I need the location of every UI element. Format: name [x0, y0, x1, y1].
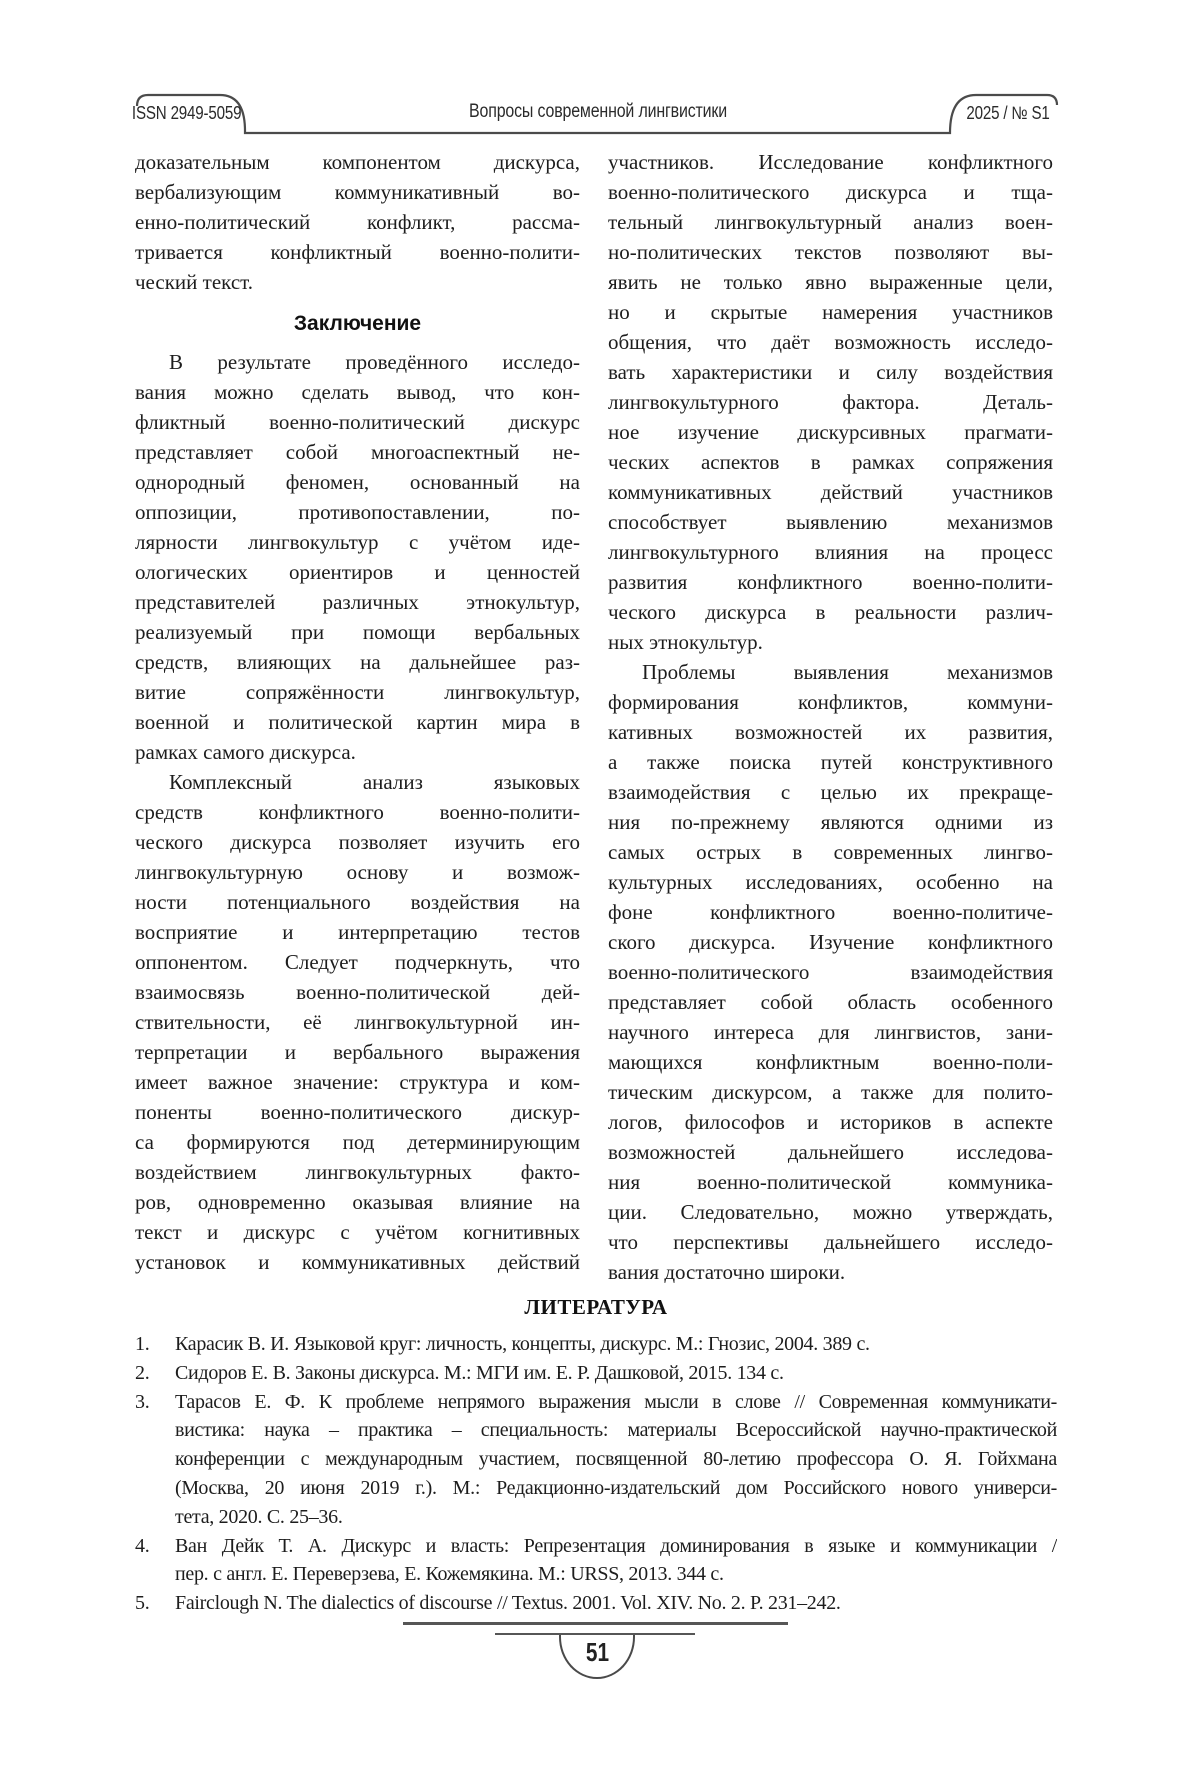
text-line: восприятие и интерпретацию тестов	[135, 920, 580, 944]
reference-line: Тарасов Е. Ф. К проблеме непрямого выражения мысли в слове // Современная коммуникати-	[175, 1390, 1057, 1413]
text-line: Комплексный анализ языковых	[169, 770, 580, 794]
text-line: ния по-прежнему являются одними из	[608, 810, 1053, 834]
reference-number: 1.	[135, 1333, 150, 1355]
text-line: военно-политического взаимодействия	[608, 960, 1053, 984]
reference-line: Fairclough N. The dialectics of discourse // Textus. 2001. Vol. XIV. No. 2. P. 231–242.	[175, 1592, 841, 1615]
text-line: средств конфликтного военно-полити-	[135, 800, 580, 824]
reference-item	[135, 1330, 1057, 1359]
text-line: поненты военно-политического дискур-	[135, 1100, 580, 1124]
text-line: ния военно-политической коммуника-	[608, 1170, 1053, 1194]
footer-rule-long	[403, 1622, 788, 1625]
text-line: тельный лингвокультурный анализ воен-	[608, 210, 1053, 234]
header-rule	[0, 0, 1200, 150]
page-number-badge	[559, 1635, 635, 1679]
text-line: реализуемый при помощи вербальных	[135, 620, 580, 644]
reference-line: пер. с англ. Е. Переверзева, Е. Кожемякина. М.: URSS, 2013. 344 с.	[175, 1563, 724, 1586]
text-line: ческого дискурса в реальности различ-	[608, 600, 1053, 624]
text-line: терпретации и вербального выражения	[135, 1040, 580, 1064]
text-line: оппозиции, противопоставлении, по-	[135, 500, 580, 524]
reference-line: Ван Дейк Т. А. Дискурс и власть: Репрезентация доминирования в языке и коммуникации /	[175, 1534, 1057, 1557]
references-heading: ЛИТЕРАТУРА	[524, 1295, 668, 1319]
text-line: ческих аспектов в рамках сопряжения	[608, 450, 1053, 474]
text-line: однородный феномен, основанный на	[135, 470, 580, 494]
reference-number: 2.	[135, 1361, 150, 1384]
reference-item	[135, 1388, 1057, 1532]
text-line: тическим дискурсом, а также для полито-	[608, 1080, 1053, 1104]
text-line: научного интереса для лингвистов, зани-	[608, 1020, 1053, 1044]
text-line: военно-политического дискурса и тща-	[608, 180, 1053, 204]
text-line: представителей различных этнокультур,	[135, 590, 580, 614]
text-line: имеет важное значение: структура и ком-	[135, 1070, 580, 1094]
reference-line: Карасик В. И. Языковой круг: личность, концепты, дискурс. М.: Гнозис, 2004. 389 с.	[175, 1333, 870, 1355]
text-line: вания можно сделать вывод, что кон-	[135, 380, 580, 404]
header-issue: 2025 / № S1	[966, 103, 1050, 123]
reference-text	[175, 1359, 1057, 1388]
right-column	[608, 147, 1053, 1287]
text-line: енно-политический конфликт, рассма-	[135, 210, 580, 234]
text-line: представляет собой область особенного	[608, 990, 1053, 1014]
reference-item	[135, 1589, 1057, 1618]
reference-text	[175, 1330, 1057, 1359]
text-line: ции. Следовательно, можно утверждать,	[608, 1200, 1053, 1224]
text-line: но и скрытые намерения участников	[608, 300, 1053, 324]
text-line: тривается конфликтный военно-полити-	[135, 240, 580, 264]
paragraph	[135, 147, 580, 297]
section-heading: Заключение	[293, 312, 422, 335]
text-line: установок и коммуникативных действий	[135, 1250, 580, 1274]
reference-text	[175, 1388, 1057, 1532]
text-line: рамках самого дискурса.	[135, 740, 356, 764]
text-line: что перспективы дальнейшего исследо-	[608, 1230, 1053, 1254]
text-line: ров, одновременно оказывая влияние на	[135, 1190, 580, 1214]
text-line: формирования конфликтов, коммуни-	[608, 690, 1053, 714]
text-line: са формируются под детерминирующим	[135, 1130, 580, 1154]
text-line: ности потенциального воздействия на	[135, 890, 580, 914]
references-list	[135, 1330, 1057, 1618]
text-line: В результате проведённого исследо-	[169, 350, 580, 374]
text-line: логов, философов и историков в аспекте	[608, 1110, 1053, 1134]
text-line: воздействием лингвокультурных факто-	[135, 1160, 580, 1184]
text-line: развития конфликтного военно-полити-	[608, 570, 1053, 594]
text-line: лингвокультурную основу и возмож-	[135, 860, 580, 884]
reference-number: 3.	[135, 1390, 150, 1413]
reference-number: 4.	[135, 1534, 150, 1557]
text-line: лингвокультурного влияния на процесс	[608, 540, 1053, 564]
reference-line: Сидоров Е. В. Законы дискурса. М.: МГИ им. Е. Р. Дашковой, 2015. 134 с.	[175, 1361, 784, 1384]
reference-line: конференции с международным участием, посвященной 80-летию профессора О. Я. Гойхмана	[175, 1448, 1057, 1471]
text-line: коммуникативных действий участников	[608, 480, 1053, 504]
reference-item	[135, 1532, 1057, 1590]
text-line: возможностей дальнейшего исследова-	[608, 1140, 1053, 1164]
paragraph	[135, 347, 580, 767]
text-line: лингвокультурного фактора. Деталь-	[608, 390, 1053, 414]
text-line: вербализующим коммуникативный во-	[135, 180, 580, 204]
text-line: ное изучение дискурсивных прагмати-	[608, 420, 1053, 444]
left-column	[135, 147, 580, 1277]
references-section	[135, 1294, 1057, 1618]
reference-text	[175, 1532, 1057, 1590]
text-line: явить не только явно выраженные цели,	[608, 270, 1053, 294]
text-line: а также поиска путей конструктивного	[608, 750, 1053, 774]
paragraph	[608, 147, 1053, 657]
text-line: но-политических текстов позволяют вы-	[608, 240, 1053, 264]
paragraph	[608, 657, 1053, 1287]
text-line: оппонентом. Следует подчеркнуть, что	[135, 950, 580, 974]
text-line: ческого дискурса позволяет изучить его	[135, 830, 580, 854]
text-line: кативных возможностей их развития,	[608, 720, 1053, 744]
text-line: ского дискурса. Изучение конфликтного	[608, 930, 1053, 954]
text-line: Проблемы выявления механизмов	[642, 660, 1053, 684]
reference-line: (Москва, 20 июня 2019 г.). М.: Редакционно-издательский дом Российского нового универси-	[175, 1476, 1057, 1499]
text-line: вания достаточно широки.	[608, 1260, 846, 1284]
journal-title: Вопросы современной лингвистики	[469, 101, 727, 122]
reference-item	[135, 1359, 1057, 1388]
text-line: мающихся конфликтным военно-поли-	[608, 1050, 1053, 1074]
text-line: вать характеристики и силу воздействия	[608, 360, 1053, 384]
text-line: общения, что даёт возможность исследо-	[608, 330, 1053, 354]
text-line: военной и политической картин мира в	[135, 710, 580, 734]
text-line: способствует выявлению механизмов	[608, 510, 1053, 534]
text-line: фликтный военно-политический дискурс	[135, 410, 580, 434]
text-line: представляет собой многоаспектный не-	[135, 440, 580, 464]
text-line: ческий текст.	[135, 270, 254, 294]
reference-number: 5.	[135, 1592, 150, 1615]
text-line: самых острых в современных лингво-	[608, 840, 1053, 864]
text-line: средств, влияющих на дальнейшее раз-	[135, 650, 580, 674]
header-issn: ISSN 2949-5059	[131, 103, 242, 123]
text-line: культурных исследованиях, особенно на	[608, 870, 1053, 894]
text-line: текст и дискурс с учётом когнитивных	[135, 1220, 580, 1244]
text-line: фоне конфликтного военно-политиче-	[608, 900, 1053, 924]
text-line: витие сопряжённости лингвокультур,	[135, 680, 580, 704]
page-number: 51	[585, 1637, 609, 1667]
text-line: лярности лингвокультур с учётом иде-	[135, 530, 580, 554]
text-line: ологических ориентиров и ценностей	[135, 560, 580, 584]
text-line: доказательным компонентом дискурса,	[135, 150, 580, 174]
text-line: участников. Исследование конфликтного	[608, 150, 1053, 174]
reference-line: тета, 2020. С. 25–36.	[175, 1505, 343, 1528]
reference-line: вистика: наука – практика – специальность: материалы Всероссийской научно-практической	[175, 1419, 1057, 1442]
text-line: взаимодействия с целью их прекраще-	[608, 780, 1053, 804]
paragraph	[135, 767, 580, 1277]
text-line: взаимосвязь военно-политической дей-	[135, 980, 580, 1004]
reference-text	[175, 1589, 1057, 1618]
text-line: ствительности, её лингвокультурной ин-	[135, 1010, 580, 1034]
text-line: ных этнокультур.	[608, 630, 763, 654]
